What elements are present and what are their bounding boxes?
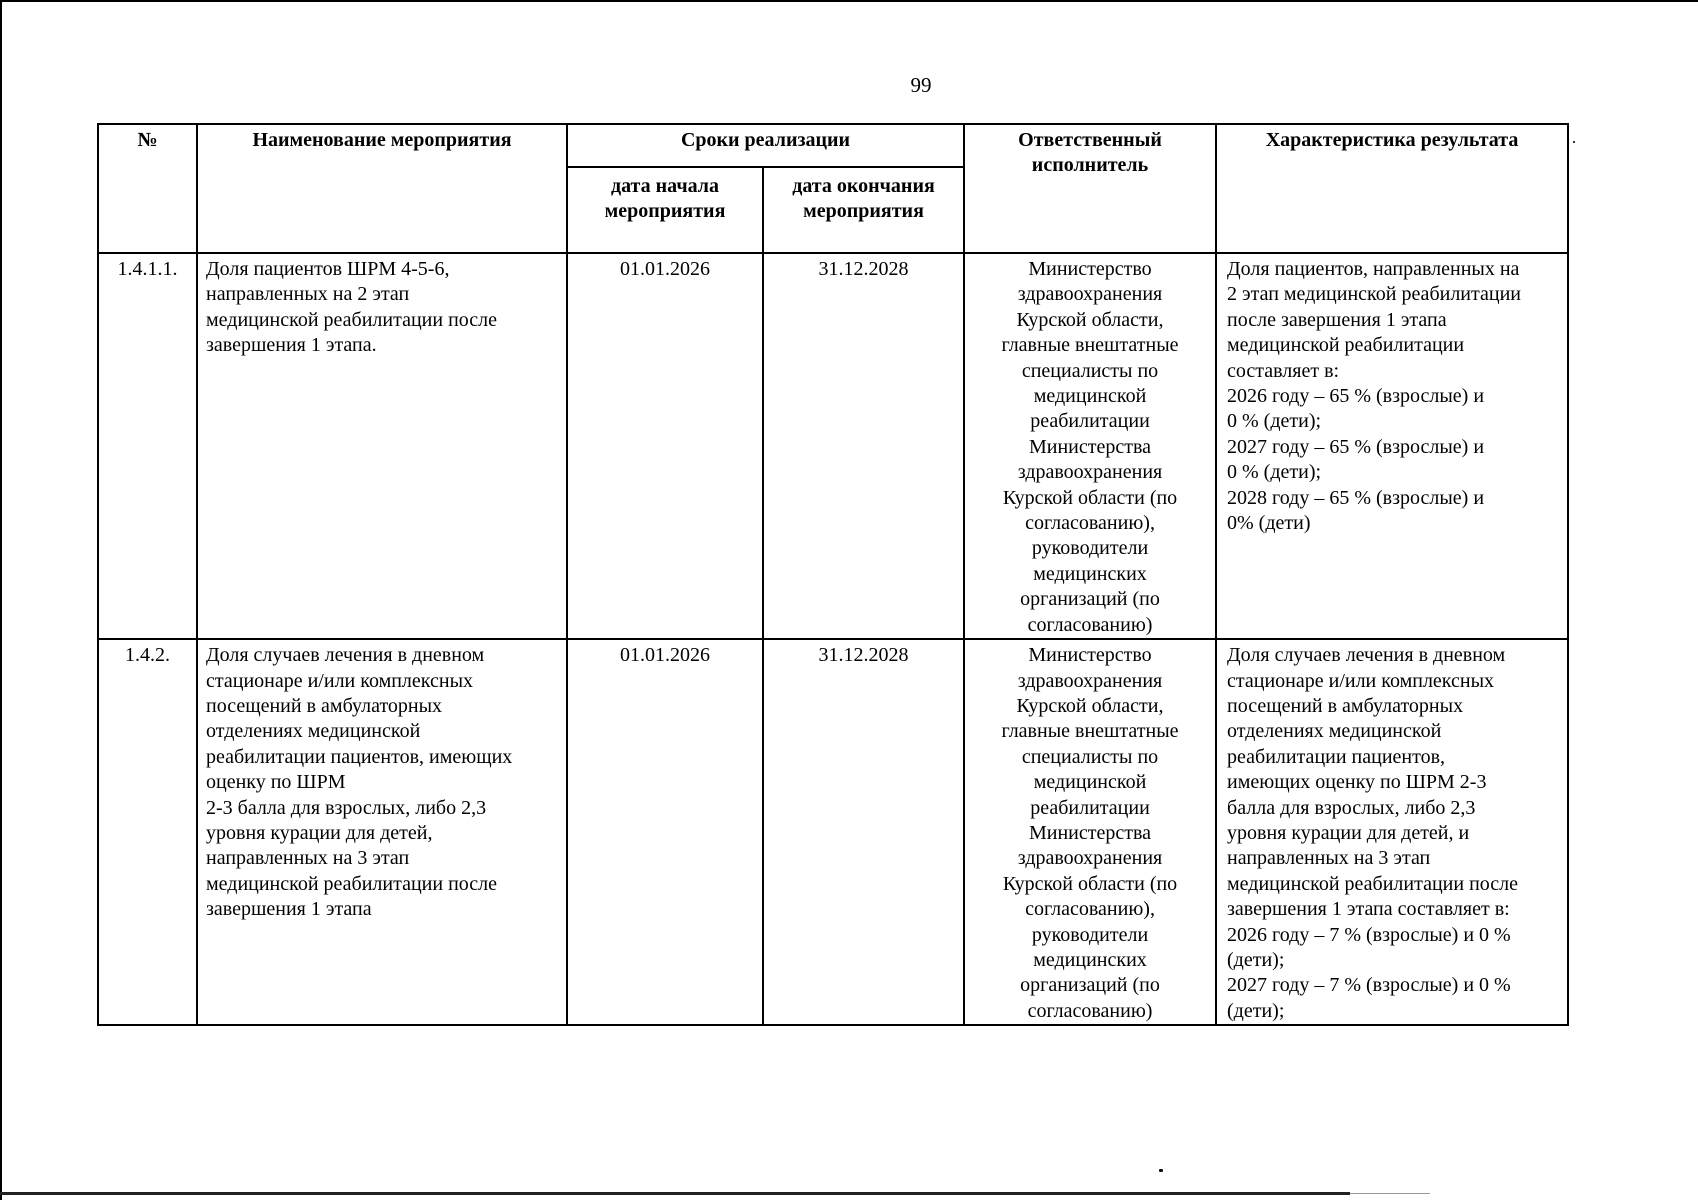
text-line: согласованию): [1027, 999, 1153, 1022]
measure-name: [197, 253, 567, 639]
text-line: 2026 году – 65 % (взрослые) и: [1227, 385, 1485, 408]
result-description: [1216, 253, 1568, 639]
text-line: организаций (по: [1020, 588, 1160, 611]
text-line: руководители: [1031, 923, 1149, 946]
text-line: Доля пациентов ШРМ 4-5-6,: [206, 258, 450, 280]
text-line: медицинской реабилитации: [1227, 334, 1465, 357]
text-line: Курской области,: [1016, 308, 1164, 331]
scan-edge-line: [1350, 1193, 1430, 1194]
text-line: медицинской: [1033, 771, 1147, 794]
table-row: [98, 253, 1568, 639]
text-line: (дети);: [1227, 999, 1285, 1022]
header-responsible: Ответственный исполнитель: [964, 124, 1216, 253]
text-line: 2026 году – 7 % (взрослые) и 0 %: [1227, 923, 1511, 946]
text-line: отделениях медицинской: [206, 720, 421, 743]
text-line: направленных на 3 этап: [1227, 847, 1431, 870]
text-line: завершения 1 этапа: [206, 898, 372, 921]
text-line: здравоохранения: [1017, 283, 1163, 306]
result-description: [1216, 639, 1568, 1025]
scan-speck: [1573, 141, 1575, 143]
text-line: реабилитации: [1030, 410, 1150, 433]
header-number: №: [98, 124, 197, 253]
text-line: 2-3 балла для взрослых, либо 2,3: [206, 796, 487, 819]
header-end-date: дата окончания мероприятия: [763, 167, 964, 253]
text-line: отделениях медицинской: [1227, 720, 1442, 743]
text-line: медицинской реабилитации после: [206, 308, 498, 331]
text-line: медицинских: [1033, 948, 1147, 971]
text-line: Курской области (по: [1002, 872, 1178, 895]
end-date: 31.12.2028: [763, 253, 964, 639]
responsible-executor: [964, 639, 1216, 1025]
text-line: 2027 году – 7 % (взрослые) и 0 %: [1227, 974, 1511, 997]
text-line: главные внештатные: [1001, 720, 1179, 743]
text-line: согласованию),: [1025, 898, 1155, 921]
text-line: медицинских: [1033, 562, 1147, 585]
row-number: 1.4.2.: [98, 639, 197, 1025]
text-line: 2028 году – 65 % (взрослые) и: [1227, 486, 1485, 509]
text-line: согласованию): [1027, 613, 1153, 636]
text-line: уровня курации для детей, и: [1227, 821, 1470, 844]
header-result: Характеристика результата: [1216, 124, 1568, 253]
text-line: реабилитации: [1030, 796, 1150, 819]
end-date: 31.12.2028: [763, 639, 964, 1025]
text-line: медицинской реабилитации после: [206, 872, 498, 895]
header-start-date: дата начала мероприятия: [567, 167, 763, 253]
text-line: медицинской реабилитации после: [1227, 872, 1519, 895]
text-line: стационаре и/или комплексных: [1227, 669, 1495, 692]
text-line: здравоохранения: [1017, 669, 1163, 692]
text-line: здравоохранения: [1017, 461, 1163, 484]
text-line: посещений в амбулаторных: [1227, 694, 1464, 717]
text-line: Министерство: [1028, 258, 1152, 280]
text-line: здравоохранения: [1017, 847, 1163, 870]
text-line: главные внештатные: [1001, 334, 1179, 357]
text-line: Министерства: [1028, 435, 1152, 458]
start-date: 01.01.2026: [567, 639, 763, 1025]
text-line: направленных на 3 этап: [206, 847, 410, 870]
scan-speck: [1159, 1169, 1163, 1172]
text-line: реабилитации пациентов, имеющих: [206, 745, 513, 768]
text-line: стационаре и/или комплексных: [206, 669, 474, 692]
text-line: реабилитации пациентов,: [1227, 745, 1446, 768]
scan-edge-line: [0, 1192, 1350, 1195]
text-line: после завершения 1 этапа: [1227, 308, 1447, 331]
start-date: 01.01.2026: [567, 253, 763, 639]
text-line: оценку по ШРМ: [206, 771, 346, 794]
text-line: составляет в:: [1227, 359, 1340, 382]
text-line: Доля случаев лечения в дневном: [1227, 644, 1506, 667]
text-line: специалисты по: [1021, 745, 1159, 768]
text-line: направленных на 2 этап: [206, 283, 410, 306]
text-line: Доля пациентов, направленных на: [1227, 258, 1520, 280]
text-line: Курской области,: [1016, 694, 1164, 717]
text-line: завершения 1 этапа.: [206, 334, 377, 357]
text-line: завершения 1 этапа составляет в:: [1227, 898, 1510, 921]
text-line: организаций (по: [1020, 974, 1160, 997]
text-line: специалисты по: [1021, 359, 1159, 382]
text-line: согласованию),: [1025, 512, 1155, 535]
text-line: 0 % (дети);: [1227, 410, 1322, 433]
text-line: Доля случаев лечения в дневном: [206, 644, 485, 667]
text-line: Министерства: [1028, 821, 1152, 844]
row-number: 1.4.1.1.: [98, 253, 197, 639]
table-row: [98, 639, 1568, 1025]
text-line: имеющих оценку по ШРМ 2-3: [1227, 771, 1487, 794]
text-line: Курской области (по: [1002, 486, 1178, 509]
measures-table: [97, 123, 1569, 1026]
header-row: [98, 124, 1568, 167]
text-line: 0 % (дети);: [1227, 461, 1322, 484]
header-name: Наименование мероприятия: [197, 124, 567, 253]
text-line: 0% (дети): [1227, 512, 1311, 535]
measure-name: [197, 639, 567, 1025]
text-line: 2 этап медицинской реабилитации: [1227, 283, 1521, 306]
text-line: уровня курации для детей,: [206, 821, 433, 844]
text-line: Министерство: [1028, 644, 1152, 667]
responsible-executor: [964, 253, 1216, 639]
text-line: 2027 году – 65 % (взрослые) и: [1227, 435, 1485, 458]
page-number: 99: [910, 73, 932, 97]
text-line: медицинской: [1033, 385, 1147, 408]
text-line: руководители: [1031, 537, 1149, 560]
text-line: (дети);: [1227, 948, 1285, 971]
header-terms: Сроки реализации: [567, 124, 964, 167]
text-line: балла для взрослых, либо 2,3: [1227, 796, 1476, 819]
text-line: посещений в амбулаторных: [206, 694, 443, 717]
